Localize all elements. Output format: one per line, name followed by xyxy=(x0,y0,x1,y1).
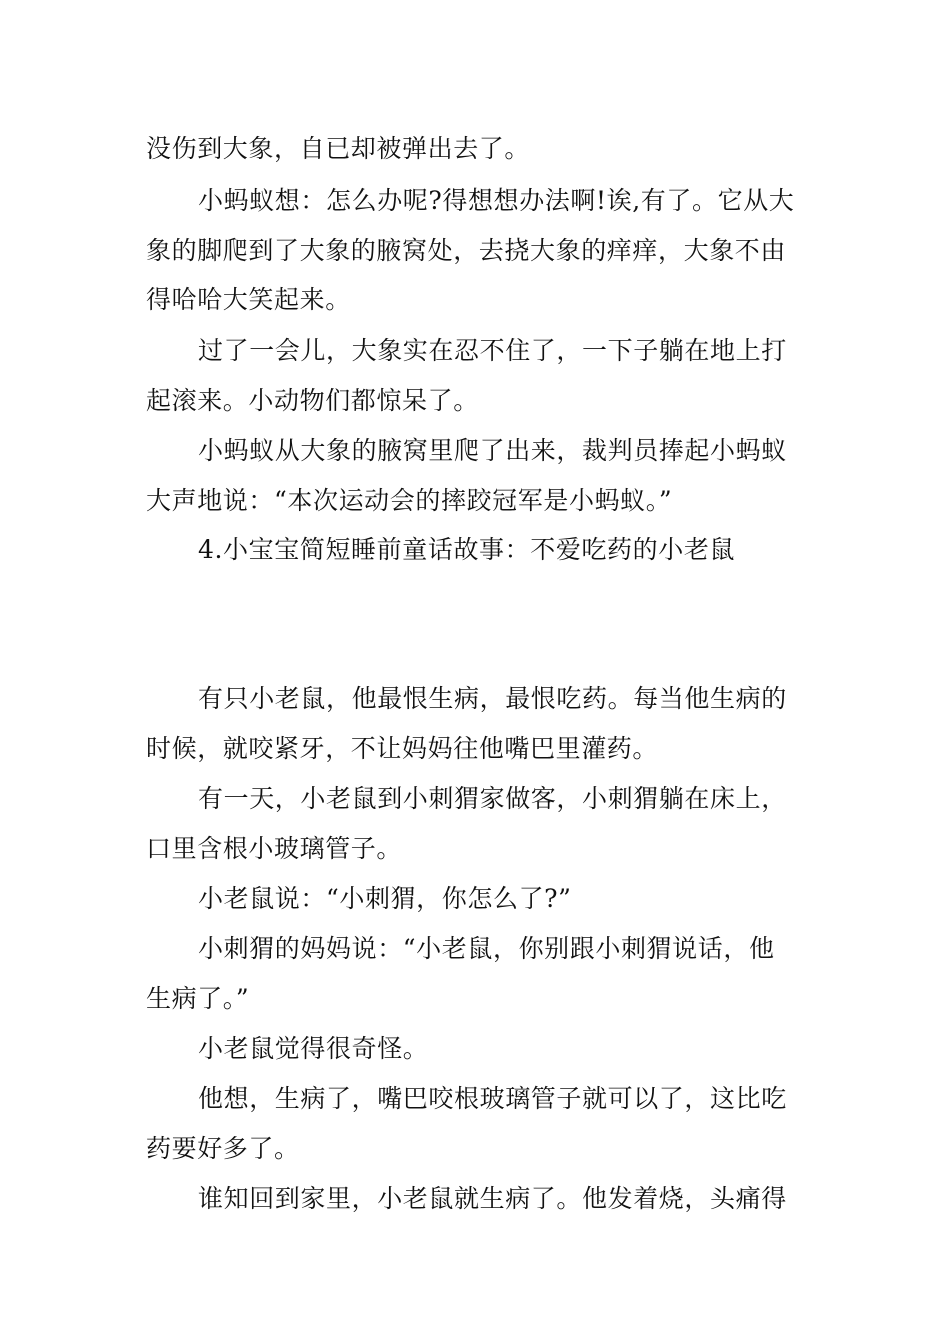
text-line: 有一天，小老鼠到小刺猬家做客，小刺猬躺在床上， xyxy=(198,784,787,813)
text-line: 大声地说：“本次运动会的摔跤冠军是小蚂蚁。” xyxy=(146,486,673,515)
text-line: 得哈哈大笑起来。 xyxy=(146,285,351,314)
section-heading: 4.小宝宝简短睡前童话故事：不爱吃药的小老鼠 xyxy=(198,535,736,564)
text-line: 药要好多了。 xyxy=(146,1134,300,1163)
text-line: 谁知回到家里，小老鼠就生病了。他发着烧，头痛得 xyxy=(198,1184,787,1213)
text-line: 象的脚爬到了大象的腋窝处，去挠大象的痒痒，大象不由 xyxy=(146,236,787,265)
text-line: 口里含根小玻璃管子。 xyxy=(146,834,403,863)
text-line: 小老鼠觉得很奇怪。 xyxy=(198,1034,429,1063)
text-line: 有只小老鼠，他最恨生病，最恨吃药。每当他生病的 xyxy=(198,684,787,713)
text-line: 小蚂蚁想：怎么办呢?得想想办法啊!诶,有了。它从大 xyxy=(198,186,795,215)
text-line: 起滚来。小动物们都惊呆了。 xyxy=(146,386,479,415)
text-line: 生病了。” xyxy=(146,984,250,1013)
text-line: 小老鼠说：“小刺猬，你怎么了?” xyxy=(198,884,572,913)
text-line: 没伤到大象，自已却被弹出去了。 xyxy=(146,134,531,163)
text-line: 小刺猬的妈妈说：“小老鼠，你别跟小刺猬说话，他 xyxy=(198,934,775,963)
text-line: 过了一会儿，大象实在忍不住了，一下子躺在地上打 xyxy=(198,336,787,365)
text-line: 小蚂蚁从大象的腋窝里爬了出来，裁判员捧起小蚂蚁 xyxy=(198,436,787,465)
text-line: 他想，生病了，嘴巴咬根玻璃管子就可以了，这比吃 xyxy=(198,1084,787,1113)
text-line: 时候，就咬紧牙，不让妈妈往他嘴巴里灌药。 xyxy=(146,734,659,763)
